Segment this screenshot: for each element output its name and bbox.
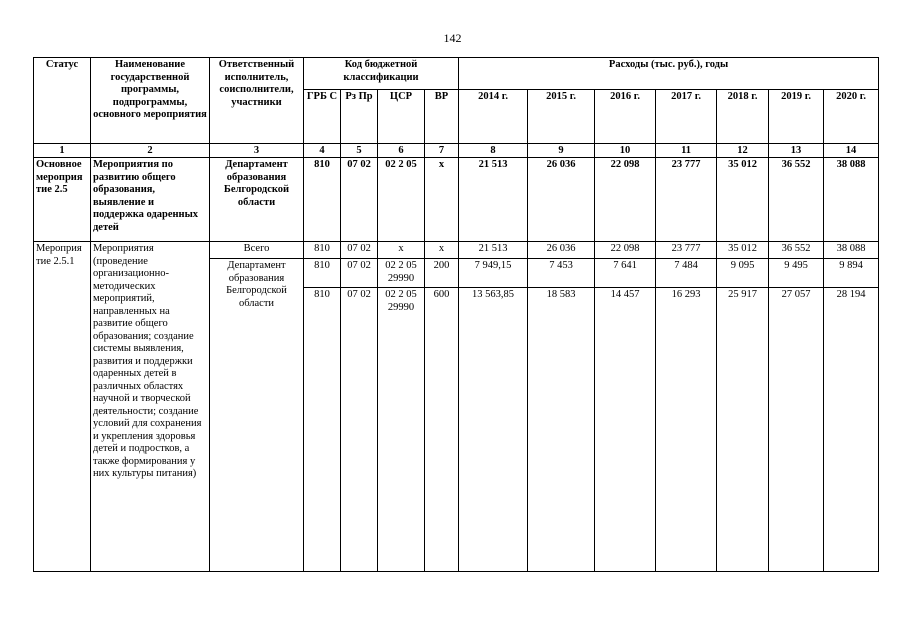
sub-event-value: 38 088 [824,242,879,259]
header-vr: ВР [425,90,459,144]
sub-event-value: 23 777 [656,242,717,259]
sub-event-value: 7 453 [528,259,595,288]
sub-event-value: 18 583 [528,288,595,572]
column-number: 12 [717,144,769,158]
header-grbs: ГРБ С [304,90,341,144]
column-number: 2 [91,144,210,158]
sub-event-value: 26 036 [528,242,595,259]
sub-event-value: 14 457 [595,288,656,572]
sub-event-value: 9 894 [824,259,879,288]
main-event-rzpr: 07 02 [341,158,378,242]
sub-event-value: 7 949,15 [459,259,528,288]
header-executor: Ответственный исполнитель, соисполнители, участники [210,58,304,144]
column-number: 11 [656,144,717,158]
header-year: 2016 г. [595,90,656,144]
sub-event-rzpr: 07 02 [341,288,378,572]
column-number: 8 [459,144,528,158]
column-number: 1 [34,144,91,158]
column-index-row [34,144,879,158]
header-year: 2018 г. [717,90,769,144]
main-event-value: 21 513 [459,158,528,242]
main-event-executor: Департамент образования Белгородской области [210,158,304,242]
main-event-value: 36 552 [769,158,824,242]
sub-event-value: 35 012 [717,242,769,259]
header-year: 2020 г. [824,90,879,144]
sub-event-grbs: 810 [304,259,341,288]
sub-event-csr: х [378,242,425,259]
main-event-row [34,158,879,242]
sub-event-csr: 02 2 05 29990 [378,288,425,572]
sub-event-value: 36 552 [769,242,824,259]
sub-event-csr: 02 2 05 29990 [378,259,425,288]
sub-event-status: Мероприя тие 2.5.1 [34,242,91,572]
column-number: 6 [378,144,425,158]
column-number: 9 [528,144,595,158]
sub-event-value: 9 495 [769,259,824,288]
main-event-csr: 02 2 05 [378,158,425,242]
sub-event-value: 22 098 [595,242,656,259]
sub-event-value: 13 563,85 [459,288,528,572]
main-event-value: 35 012 [717,158,769,242]
column-number: 7 [425,144,459,158]
sub-event-value: 7 641 [595,259,656,288]
sub-event-executor: Департамент образования Белгородской области [210,259,304,572]
sub-event-name: Мероприятия (проведение организационно-методических мероприятий, направленных на развитие общего образования; создание системы выявления, развития и поддержки одаренных детей в различных областях научной и творческой деятельности; создание условий для сохранения и укрепления здоровья детей и подростков, а также формирования у них культуры питания) [91,242,210,572]
sub-event-total-row [34,242,879,259]
sub-event-vr: 200 [425,259,459,288]
sub-event-rzpr: 07 02 [341,242,378,259]
page-number: 142 [443,31,462,45]
sub-event-value: 16 293 [656,288,717,572]
main-event-name: Мероприятия по развитию общего образования, выявление и поддержка одаренных детей [91,158,210,242]
header-year: 2019 г. [769,90,824,144]
header-row-1 [34,58,879,90]
sub-event-value: 21 513 [459,242,528,259]
header-year: 2014 г. [459,90,528,144]
sub-event-value: 28 194 [824,288,879,572]
sub-event-grbs: 810 [304,288,341,572]
sub-event-vr: 600 [425,288,459,572]
header-year: 2015 г. [528,90,595,144]
sub-event-total-label: Всего [210,242,304,259]
main-event-value: 26 036 [528,158,595,242]
main-event-vr: х [425,158,459,242]
main-event-value: 38 088 [824,158,879,242]
sub-event-value: 7 484 [656,259,717,288]
header-status: Статус [34,58,91,144]
column-number: 14 [824,144,879,158]
column-number: 13 [769,144,824,158]
sub-event-grbs: 810 [304,242,341,259]
column-number: 10 [595,144,656,158]
main-event-value: 23 777 [656,158,717,242]
sub-event-value: 25 917 [717,288,769,572]
column-number: 3 [210,144,304,158]
main-event-grbs: 810 [304,158,341,242]
budget-table [33,57,879,572]
main-event-value: 22 098 [595,158,656,242]
main-event-status: Основное мероприя тие 2.5 [34,158,91,242]
column-number: 4 [304,144,341,158]
sub-event-value: 9 095 [717,259,769,288]
header-csr: ЦСР [378,90,425,144]
header-rzpr: Рз Пр [341,90,378,144]
column-number: 5 [341,144,378,158]
sub-event-rzpr: 07 02 [341,259,378,288]
header-budget-code: Код бюджетной классификации [304,58,459,90]
header-expenses: Расходы (тыс. руб.), годы [459,58,879,90]
sub-event-vr: х [425,242,459,259]
header-name: Наименование государственной программы, подпрограммы, основного мероприятия [91,58,210,144]
sub-event-value: 27 057 [769,288,824,572]
header-year: 2017 г. [656,90,717,144]
